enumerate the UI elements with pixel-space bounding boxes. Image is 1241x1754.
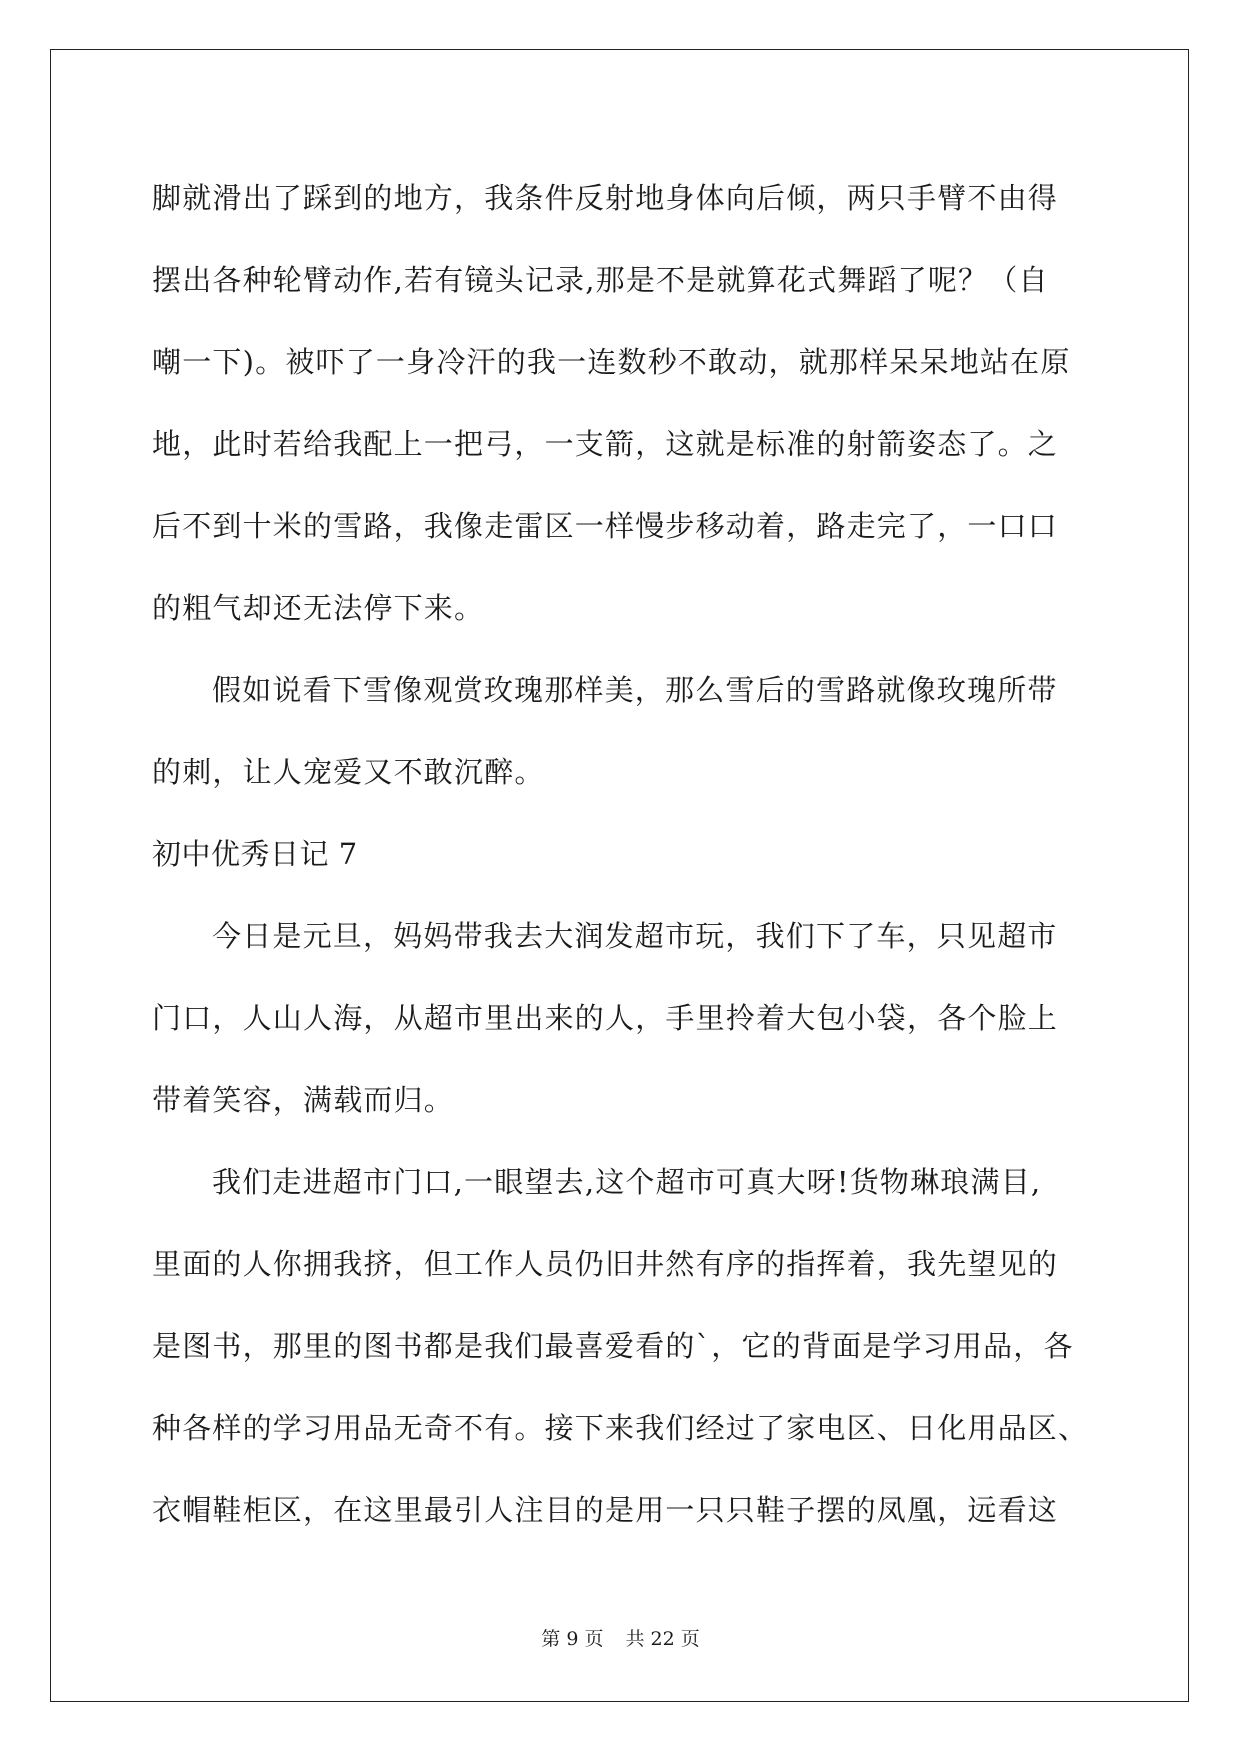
text-line-4: 地，此时若给我配上一把弓，一支箭，这就是标准的射箭姿态了。之 [152, 427, 1059, 461]
text-line-12: 带着笑容，满载而归。 [152, 1083, 455, 1117]
text-line-8: 的刺，让人宠爱又不敢沉醉。 [152, 755, 545, 789]
text-line-10: 今日是元旦，妈妈带我去大润发超市玩，我们下了车，只见超市 [212, 919, 1058, 953]
total-pages-label: 共 22 页 [625, 1628, 700, 1650]
text-line-14: 里面的人你拥我挤，但工作人员仍旧井然有序的指挥着，我先望见的 [152, 1247, 1059, 1281]
text-line-3: 嘲一下)。被吓了一身冷汗的我一连数秒不敢动，就那样呆呆地站在原 [152, 345, 1071, 379]
text-line-1: 脚就滑出了踩到的地方，我条件反射地身体向后倾，两只手臂不由得 [152, 181, 1059, 215]
text-line-13: 我们走进超市门口,一眼望去,这个超市可真大呀!货物琳琅满目, [212, 1165, 1042, 1199]
text-line-2: 摆出各种轮臂动作,若有镜头记录,那是不是就算花式舞蹈了呢？（自 [152, 263, 1049, 297]
current-page-label: 第 9 页 [541, 1628, 604, 1650]
text-line-7: 假如说看下雪像观赏玫瑰那样美，那么雪后的雪路就像玫瑰所带 [212, 673, 1058, 707]
text-line-11: 门口，人山人海，从超市里出来的人，手里拎着大包小袋，各个脸上 [152, 1001, 1059, 1035]
text-line-6: 的粗气却还无法停下来。 [152, 591, 485, 625]
page-footer [0, 1624, 1241, 1651]
text-line-5: 后不到十米的雪路，我像走雷区一样慢步移动着，路走完了，一口口 [152, 509, 1059, 543]
text-line-17: 衣帽鞋柜区，在这里最引人注目的是用一只只鞋子摆的凤凰，远看这 [152, 1493, 1059, 1527]
section-heading: 初中优秀日记 7 [152, 837, 358, 871]
text-line-15: 是图书，那里的图书都是我们最喜爱看的`，它的背面是学习用品，各 [152, 1329, 1074, 1363]
text-line-16: 种各样的学习用品无奇不有。接下来我们经过了家电区、日化用品区、 [152, 1411, 1089, 1445]
document-body [152, 157, 1092, 1551]
